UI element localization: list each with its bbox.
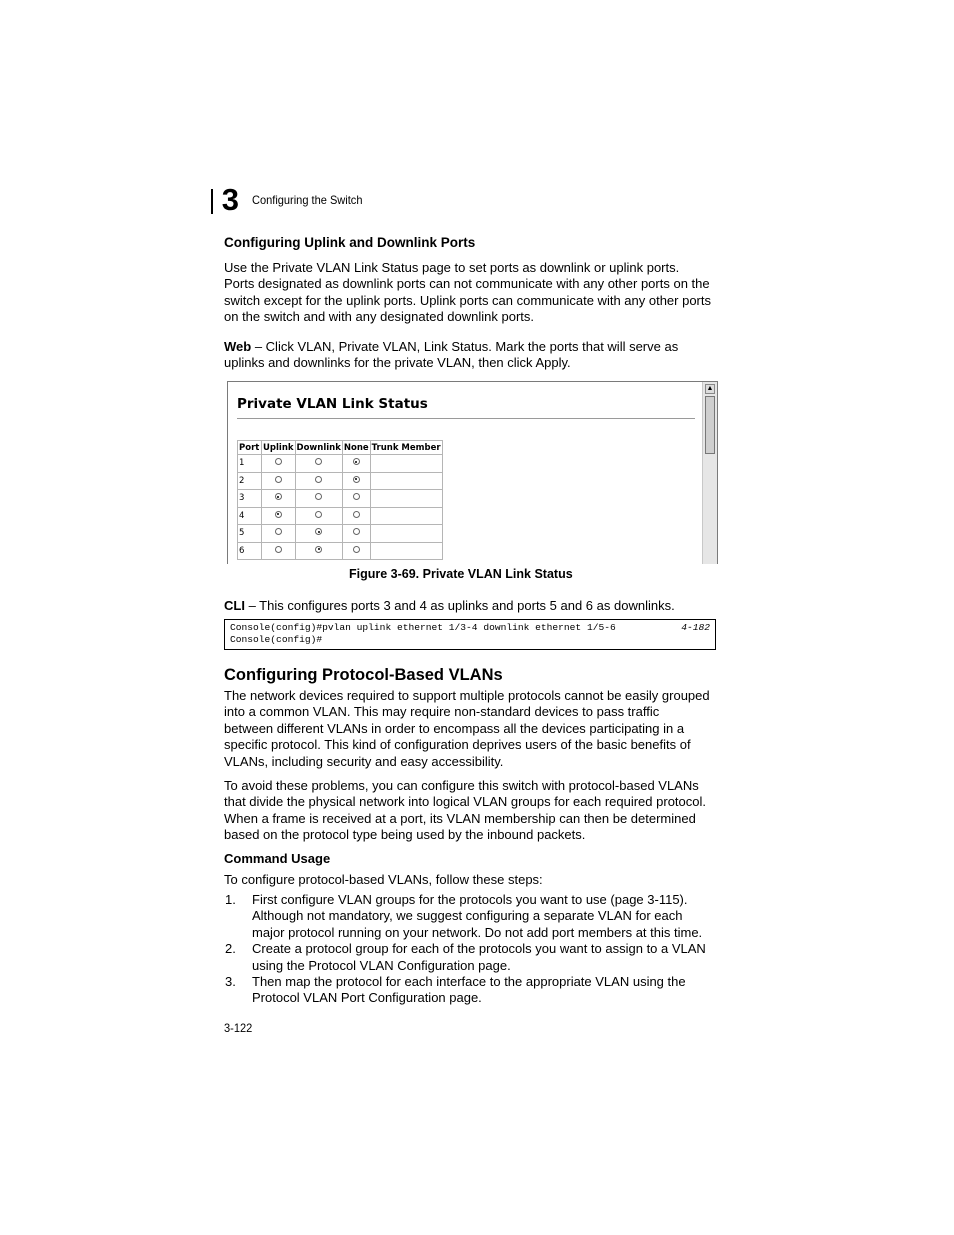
step-number: 2.	[225, 941, 236, 957]
trunk-member-cell	[370, 507, 442, 525]
section-heading-uplink-downlink: Configuring Uplink and Downlink Ports	[224, 235, 476, 250]
text-line: VLANs, including security and easy accessibility.	[224, 753, 504, 769]
trunk-member-cell	[370, 542, 442, 560]
paragraph-cli	[224, 598, 716, 614]
table-row	[238, 472, 443, 490]
none-radio[interactable]	[353, 493, 360, 500]
column-header-trunk-member: Trunk Member	[371, 442, 441, 453]
private-vlan-link-status-screenshot	[227, 381, 718, 564]
none-radio[interactable]	[353, 458, 360, 465]
paragraph-protocol-solution	[224, 778, 716, 844]
vertical-scrollbar[interactable]	[702, 382, 717, 564]
downlink-cell	[295, 490, 342, 508]
none-cell	[342, 490, 370, 508]
text-line: Use the Private VLAN Link Status page to set ports as downlink or uplink ports.	[224, 260, 680, 275]
uplink-radio[interactable]	[275, 493, 282, 500]
scroll-up-arrow-icon[interactable]: ▲	[706, 385, 714, 392]
title-divider	[237, 418, 695, 419]
table-row	[238, 455, 443, 473]
downlink-radio[interactable]	[315, 528, 322, 535]
uplink-radio[interactable]	[275, 546, 282, 553]
code-line: Console(config)#	[230, 634, 323, 645]
downlink-cell	[295, 525, 342, 543]
code-line: Console(config)#pvlan uplink ethernet 1/3-4 downlink ethernet 1/5-6	[230, 622, 616, 633]
text-line: Protocol VLAN Port Configuration page.	[252, 990, 482, 1006]
downlink-radio[interactable]	[315, 546, 322, 553]
table-row	[238, 507, 443, 525]
none-cell	[342, 525, 370, 543]
column-header-port: Port	[238, 441, 262, 455]
text-line: Create a protocol group for each of the protocols you want to assign to a VLAN	[252, 941, 706, 957]
port-cell: 5	[238, 525, 262, 543]
figure-caption: Figure 3-69. Private VLAN Link Status	[349, 567, 573, 581]
downlink-radio[interactable]	[315, 458, 322, 465]
none-cell	[342, 542, 370, 560]
text-line: When a frame is received at a port, its VLAN membership can then be determined	[224, 810, 696, 826]
link-status-table	[237, 440, 443, 560]
downlink-radio[interactable]	[315, 493, 322, 500]
uplink-radio[interactable]	[275, 528, 282, 535]
none-radio[interactable]	[353, 546, 360, 553]
web-label: Web	[224, 339, 252, 354]
section-heading-protocol-vlans: Configuring Protocol-Based VLANs	[224, 666, 503, 684]
uplink-cell	[262, 525, 296, 543]
page-number: 3-122	[224, 1021, 253, 1035]
paragraph-link-status-intro	[224, 260, 716, 326]
list-item	[224, 974, 716, 1007]
none-cell	[342, 507, 370, 525]
downlink-cell	[295, 507, 342, 525]
text-line: into a common VLAN. This may require non-standard devices to pass traffic	[224, 704, 660, 720]
running-title: Configuring the Switch	[252, 193, 363, 207]
scrollbar-thumb[interactable]	[705, 396, 715, 454]
steps-intro: To configure protocol-based VLANs, follow these steps:	[224, 872, 543, 887]
none-radio[interactable]	[353, 476, 360, 483]
downlink-cell	[295, 455, 342, 473]
text-line: based on the protocol type being used by the inbound packets.	[224, 827, 586, 843]
table-row	[238, 542, 443, 560]
port-cell: 2	[238, 472, 262, 490]
uplink-cell	[262, 507, 296, 525]
text-line: Then map the protocol for each interface to the appropriate VLAN using the	[252, 973, 686, 989]
downlink-cell	[295, 472, 342, 490]
port-cell: 6	[238, 542, 262, 560]
column-header-none: None	[343, 442, 369, 453]
text-line: on the switch and with any designated downlink ports.	[224, 309, 535, 325]
uplink-radio[interactable]	[275, 458, 282, 465]
trunk-member-cell	[370, 490, 442, 508]
screen-title: Private VLAN Link Status	[237, 396, 428, 412]
table-row	[238, 525, 443, 543]
uplink-radio[interactable]	[275, 476, 282, 483]
uplink-cell	[262, 542, 296, 560]
port-cell: 4	[238, 507, 262, 525]
text-line: The network devices required to support multiple protocols cannot be easily grouped	[224, 688, 710, 703]
downlink-radio[interactable]	[315, 511, 322, 518]
code-page-reference: 4-182	[681, 622, 710, 633]
text-line: specific protocol. This kind of configuration deprives users of the basic benefits of	[224, 737, 691, 753]
text-line: using the Protocol VLAN Configuration page.	[252, 957, 511, 973]
none-radio[interactable]	[353, 528, 360, 535]
uplink-cell	[262, 472, 296, 490]
step-number: 1.	[225, 892, 236, 907]
column-header-downlink: Downlink	[296, 442, 341, 453]
web-text: – Click VLAN, Private VLAN, Link Status. Mark the ports that will serve as	[251, 339, 679, 354]
text-line: Ports designated as downlink ports can not communicate with any other ports on the	[224, 276, 710, 292]
trunk-member-cell	[370, 455, 442, 473]
chapter-number: 3	[221, 182, 239, 217]
text-line: Although not mandatory, we suggest configuring a separate VLAN for each	[252, 908, 683, 924]
cli-text: – This configures ports 3 and 4 as uplinks and ports 5 and 6 as downlinks.	[244, 598, 675, 613]
steps-list	[224, 892, 716, 1007]
paragraph-web-instructions	[224, 339, 716, 372]
cli-label: CLI	[224, 598, 245, 613]
uplink-cell	[262, 455, 296, 473]
text-line: switch except for the uplink ports. Uplink ports can communicate with any other ports	[224, 292, 711, 308]
downlink-radio[interactable]	[315, 476, 322, 483]
uplink-cell	[262, 490, 296, 508]
paragraph-protocol-intro	[224, 688, 716, 770]
list-item	[224, 941, 716, 974]
text-line: major protocol running on your network. Do not add port members at this time.	[252, 924, 703, 940]
text-line: uplinks and downlinks for the private VLAN, then click Apply.	[224, 355, 571, 371]
step-number: 3.	[225, 973, 236, 989]
text-line: that divide the physical network into logical VLAN groups for each required protocol.	[224, 794, 706, 810]
downlink-cell	[295, 542, 342, 560]
list-item	[224, 892, 716, 941]
none-cell	[342, 455, 370, 473]
text-line: First configure VLAN groups for the protocols you want to use (page 3-115).	[252, 892, 688, 907]
trunk-member-cell	[370, 525, 442, 543]
column-header-uplink: Uplink	[263, 442, 294, 453]
port-cell: 1	[238, 455, 262, 473]
none-cell	[342, 472, 370, 490]
table-row	[238, 490, 443, 508]
uplink-radio[interactable]	[275, 511, 282, 518]
port-cell: 3	[238, 490, 262, 508]
command-usage-heading: Command Usage	[224, 851, 331, 866]
none-radio[interactable]	[353, 511, 360, 518]
cli-code-box	[224, 619, 716, 650]
trunk-member-cell	[370, 472, 442, 490]
text-line: To avoid these problems, you can configure this switch with protocol-based VLANs	[224, 778, 699, 793]
text-line: between different VLANs in order to encompass all the devices participating in a	[224, 720, 685, 736]
